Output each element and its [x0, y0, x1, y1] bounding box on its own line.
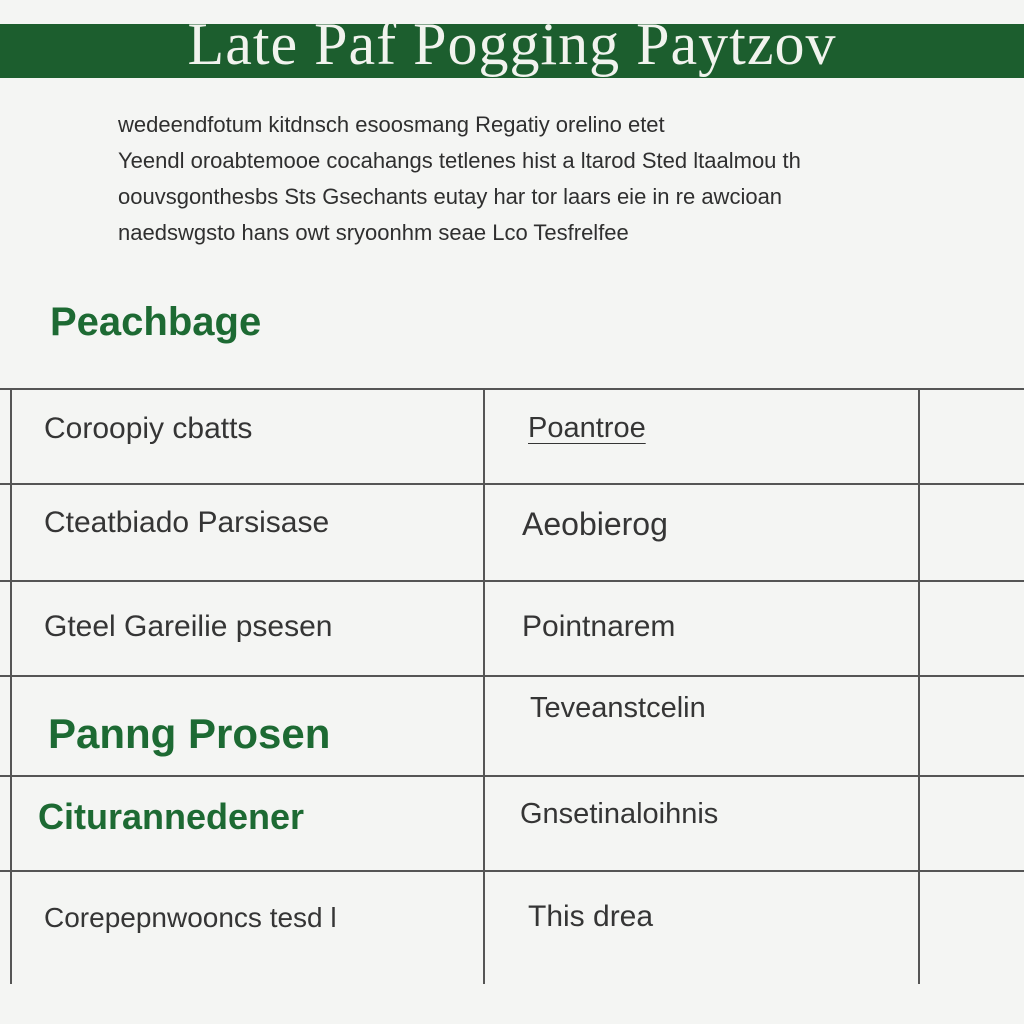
- table-rule: [0, 580, 1024, 582]
- section-heading: Peachbage: [50, 300, 262, 344]
- table-column-rule: [483, 388, 485, 984]
- table-cell: Corepepnwooncs tesd l: [44, 902, 337, 933]
- table-rule: [0, 483, 1024, 485]
- table-rule: [0, 870, 1024, 872]
- table-cell: This drea: [528, 900, 654, 933]
- table-cell: Gteel Gareilie psesen: [44, 610, 333, 643]
- table-cell-emphasis: Panng Prosen: [48, 710, 331, 757]
- intro-line: Yeendl oroabtemooe cocahangs tetlenes hist a ltarod Sted ltaalmou th: [118, 148, 801, 173]
- table-cell-emphasis: Citurannedener: [38, 796, 305, 837]
- intro-line: oouvsgonthesbs Sts Gsechants eutay har tor laars eie in re awcioan: [118, 184, 783, 209]
- document-title: Late Paf Pogging Paytzov: [187, 11, 837, 77]
- table-cell: Coroopiy cbatts: [44, 412, 253, 445]
- table-rule: [0, 675, 1024, 677]
- intro-line: wedeendfotum kitdnsch esoosmang Regatiy orelino etet: [118, 112, 665, 137]
- intro-line: naedswgsto hans owt sryoonhm seae Lco Tesfrelfee: [118, 220, 629, 245]
- table-cell-link[interactable]: Poantroe: [528, 412, 646, 444]
- table-cell: Teveanstcelin: [530, 692, 706, 724]
- table-cell: Gnsetinaloihnis: [520, 798, 719, 830]
- table-column-rule: [10, 388, 12, 984]
- table-rule: [0, 388, 1024, 390]
- table-cell: Cteatbiado Parsisase: [44, 506, 330, 539]
- table-rule: [0, 775, 1024, 777]
- table-column-rule: [918, 388, 920, 984]
- intro-paragraph: [118, 107, 1018, 251]
- table-cell: Aeobierog: [522, 506, 668, 542]
- table-cell: Pointnarem: [522, 610, 676, 643]
- data-table: [0, 388, 1024, 984]
- title-bar: [0, 11, 1024, 78]
